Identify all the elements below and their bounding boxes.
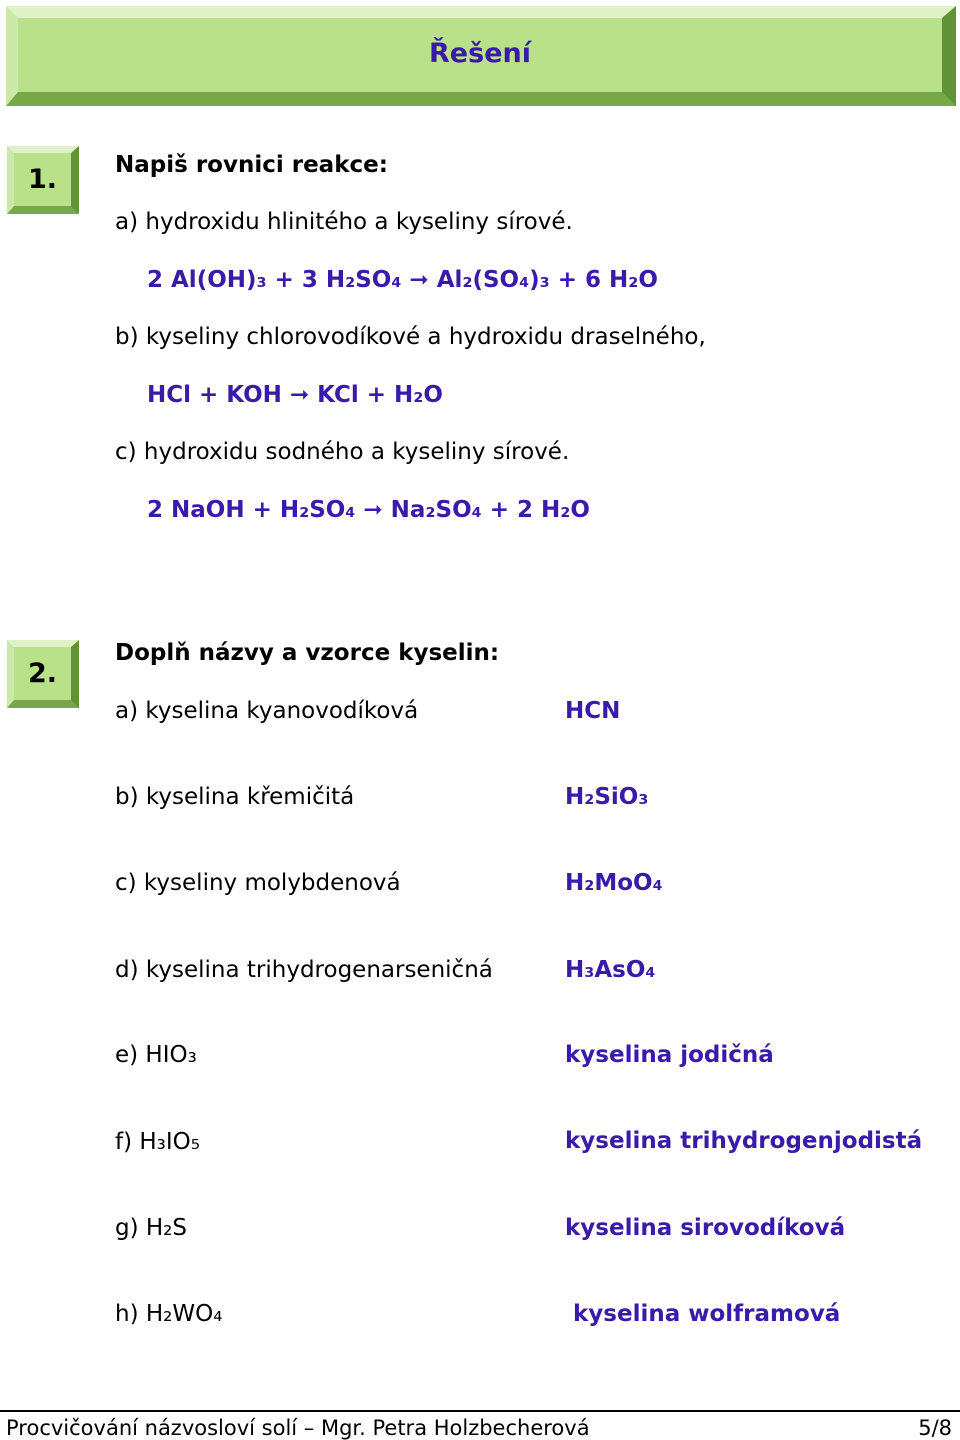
task-1-answer-a: 2 Al(OH)₃ + 3 H₂SO₄ ➞ Al₂(SO₄)₃ + 6 H₂O (147, 267, 658, 293)
task-1-heading: Napiš rovnici reakce: (115, 152, 388, 178)
page-number: 5/8 (918, 1416, 952, 1440)
task-2-row-h-right: kyselina wolframová (573, 1301, 841, 1327)
task-2-row-f-left: f) H₃IO₅ (115, 1129, 201, 1155)
task-2-row-g-right: kyselina sirovodíková (565, 1215, 846, 1241)
task-1-question-b: b) kyseliny chlorovodíkové a hydroxidu draselného, (115, 324, 706, 350)
task-2-row-e-left: e) HIO₃ (115, 1042, 197, 1068)
footer-text: Procvičování názvosloví solí – Mgr. Petra Holzbecherová (6, 1416, 590, 1440)
task-1-answer-c: 2 NaOH + H₂SO₄ ➞ Na₂SO₄ + 2 H₂O (147, 497, 590, 523)
task-2-number: 2. (7, 640, 79, 708)
task-2-row-b-left: b) kyselina křemičitá (115, 784, 355, 810)
task-2-row-f-right: kyselina trihydrogenjodistá (565, 1128, 923, 1154)
task-2-row-b-right: H₂SiO₃ (565, 784, 649, 810)
task-2-heading: Doplň názvy a vzorce kyselin: (115, 640, 500, 666)
task-2-row-d-left: d) kyselina trihydrogenarseničná (115, 957, 493, 983)
task-2-row-c-left: c) kyseliny molybdenová (115, 870, 401, 896)
task-2-row-a-right: HCN (565, 698, 621, 724)
task-2-row-d-right: H₃AsO₄ (565, 957, 656, 983)
task-2-row-g-left: g) H₂S (115, 1215, 187, 1241)
task-1-question-c: c) hydroxidu sodného a kyseliny sírové. (115, 439, 570, 465)
task-1-question-a: a) hydroxidu hlinitého a kyseliny sírové. (115, 209, 573, 235)
page-title: Řešení (429, 38, 531, 69)
task-1-answer-b: HCl + KOH ➞ KCl + H₂O (147, 382, 443, 408)
task-2-row-e-right: kyselina jodičná (565, 1042, 774, 1068)
footer-divider (0, 1410, 960, 1412)
task-2-row-c-right: H₂MoO₄ (565, 870, 663, 896)
task-2-row-h-left: h) H₂WO₄ (115, 1301, 223, 1327)
task-1-number: 1. (7, 146, 79, 214)
task-2-row-a-left: a) kyselina kyanovodíková (115, 698, 419, 724)
